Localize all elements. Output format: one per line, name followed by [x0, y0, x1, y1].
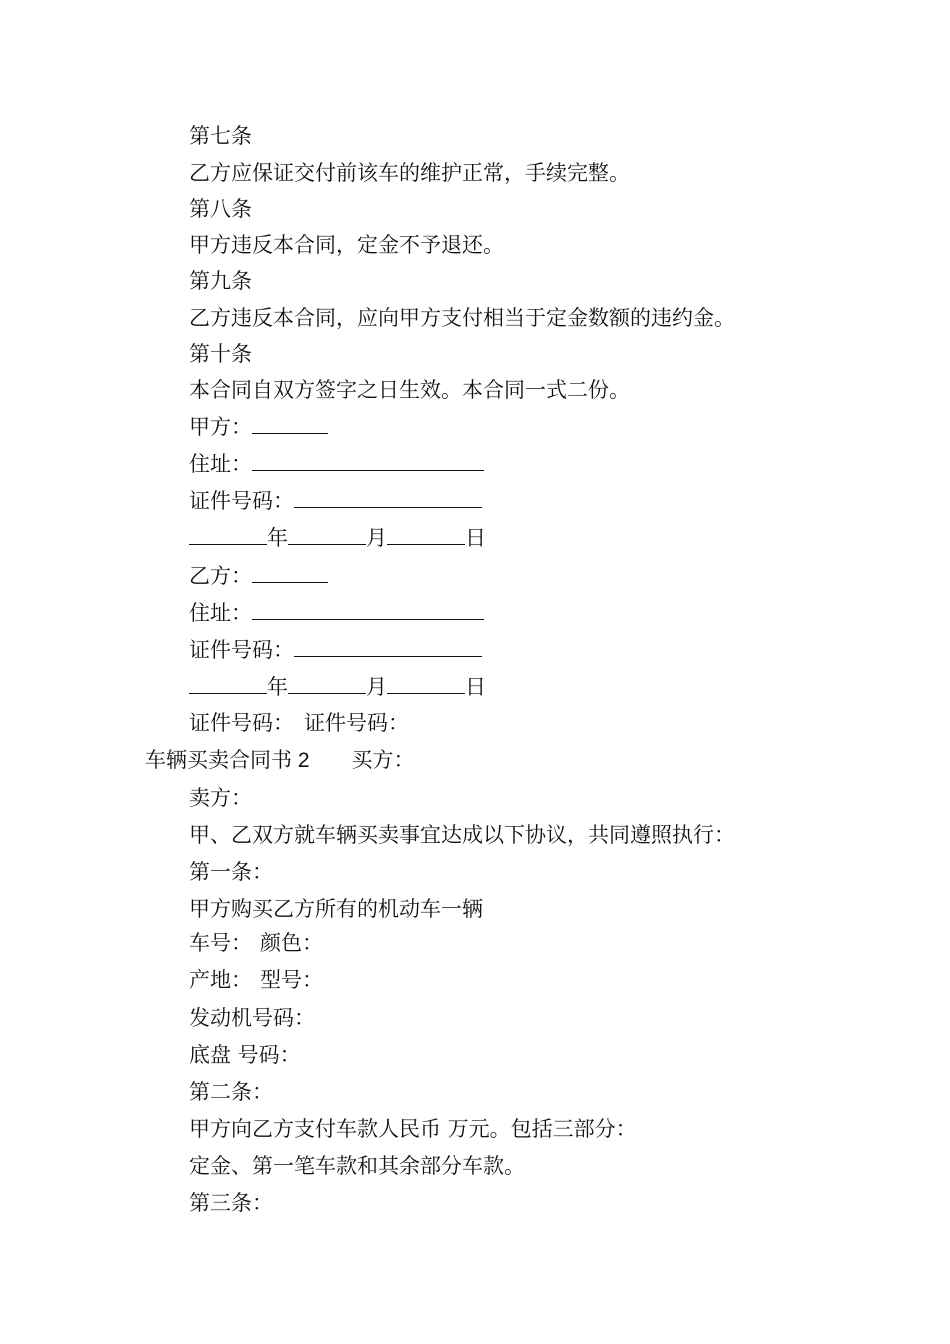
article-10-text: 本合同自双方签字之日生效。本合同一式二份。 [189, 378, 630, 402]
id-number-a: 证件号码： [189, 711, 294, 735]
article-3-heading: 第三条： [189, 1191, 273, 1215]
buyer-label: 买方： [351, 748, 415, 772]
model-label: 型号： [260, 968, 323, 992]
contract-2-title: 车辆买卖合同书 2 [145, 749, 310, 772]
party-b-id-blank[interactable] [294, 634, 482, 657]
party-b-month-label: 月 [366, 675, 387, 699]
party-b-address-label: 住址： [189, 601, 252, 625]
party-b-year-label: 年 [267, 675, 288, 699]
article-7-text: 乙方应保证交付前该车的维护正常，手续完整。 [189, 161, 630, 185]
article-9-heading: 第九条 [189, 269, 252, 293]
chassis-number-label: 底盘 号码： [189, 1043, 301, 1067]
agreement-intro: 甲、乙双方就车辆买卖事宜达成以下协议，共同遵照执行： [189, 823, 735, 847]
seller-label: 卖方： [189, 786, 252, 810]
article-8-text: 甲方违反本合同，定金不予退还。 [189, 233, 504, 257]
plate-color-line [189, 929, 323, 957]
party-b-address-blank[interactable] [252, 597, 484, 620]
party-b-label: 乙方： [189, 564, 252, 588]
color-label: 颜色： [260, 931, 323, 955]
party-a-id-label: 证件号码： [189, 489, 294, 513]
plate-label: 车号： [189, 931, 252, 955]
article-10-heading: 第十条 [189, 342, 252, 366]
party-a-day-label: 日 [465, 526, 486, 550]
origin-model-line [189, 966, 323, 994]
article-2-text-continued: 定金、第一笔车款和其余部分车款。 [189, 1154, 525, 1178]
article-1-heading: 第一条： [189, 860, 273, 884]
article-1-text: 甲方购买乙方所有的机动车一辆 [189, 897, 483, 921]
party-a-address-line [189, 448, 484, 476]
party-a-id-line [189, 485, 482, 513]
contract-2-title-line [145, 746, 415, 774]
party-b-address-line [189, 597, 484, 625]
party-a-day-blank[interactable] [387, 522, 465, 545]
party-a-year-blank[interactable] [189, 522, 267, 545]
article-9-text: 乙方违反本合同，应向甲方支付相当于定金数额的违约金。 [189, 306, 735, 330]
party-a-date-line [189, 522, 486, 550]
origin-label: 产地： [189, 968, 252, 992]
article-2-heading: 第二条： [189, 1080, 273, 1104]
party-b-day-blank[interactable] [387, 671, 465, 694]
party-a-blank[interactable] [252, 411, 328, 434]
party-a-month-label: 月 [366, 526, 387, 550]
party-a-line [189, 411, 328, 439]
id-number-b: 证件号码： [304, 711, 409, 735]
article-7-heading: 第七条 [189, 124, 252, 148]
party-a-month-blank[interactable] [288, 522, 366, 545]
article-8-heading: 第八条 [189, 197, 252, 221]
party-b-blank[interactable] [252, 560, 328, 583]
party-b-id-line [189, 634, 482, 662]
party-a-label: 甲方： [189, 415, 252, 439]
article-2-text: 甲方向乙方支付车款人民币 万元。包括三部分： [189, 1117, 637, 1141]
party-a-address-label: 住址： [189, 452, 252, 476]
party-b-id-label: 证件号码： [189, 638, 294, 662]
party-b-date-line [189, 671, 486, 699]
party-a-id-blank[interactable] [294, 485, 482, 508]
party-b-line [189, 560, 328, 588]
party-b-year-blank[interactable] [189, 671, 267, 694]
party-b-day-label: 日 [465, 675, 486, 699]
party-a-year-label: 年 [267, 526, 288, 550]
party-b-month-blank[interactable] [288, 671, 366, 694]
engine-number-label: 发动机号码： [189, 1006, 315, 1030]
id-number-line [189, 709, 409, 737]
party-a-address-blank[interactable] [252, 448, 484, 471]
